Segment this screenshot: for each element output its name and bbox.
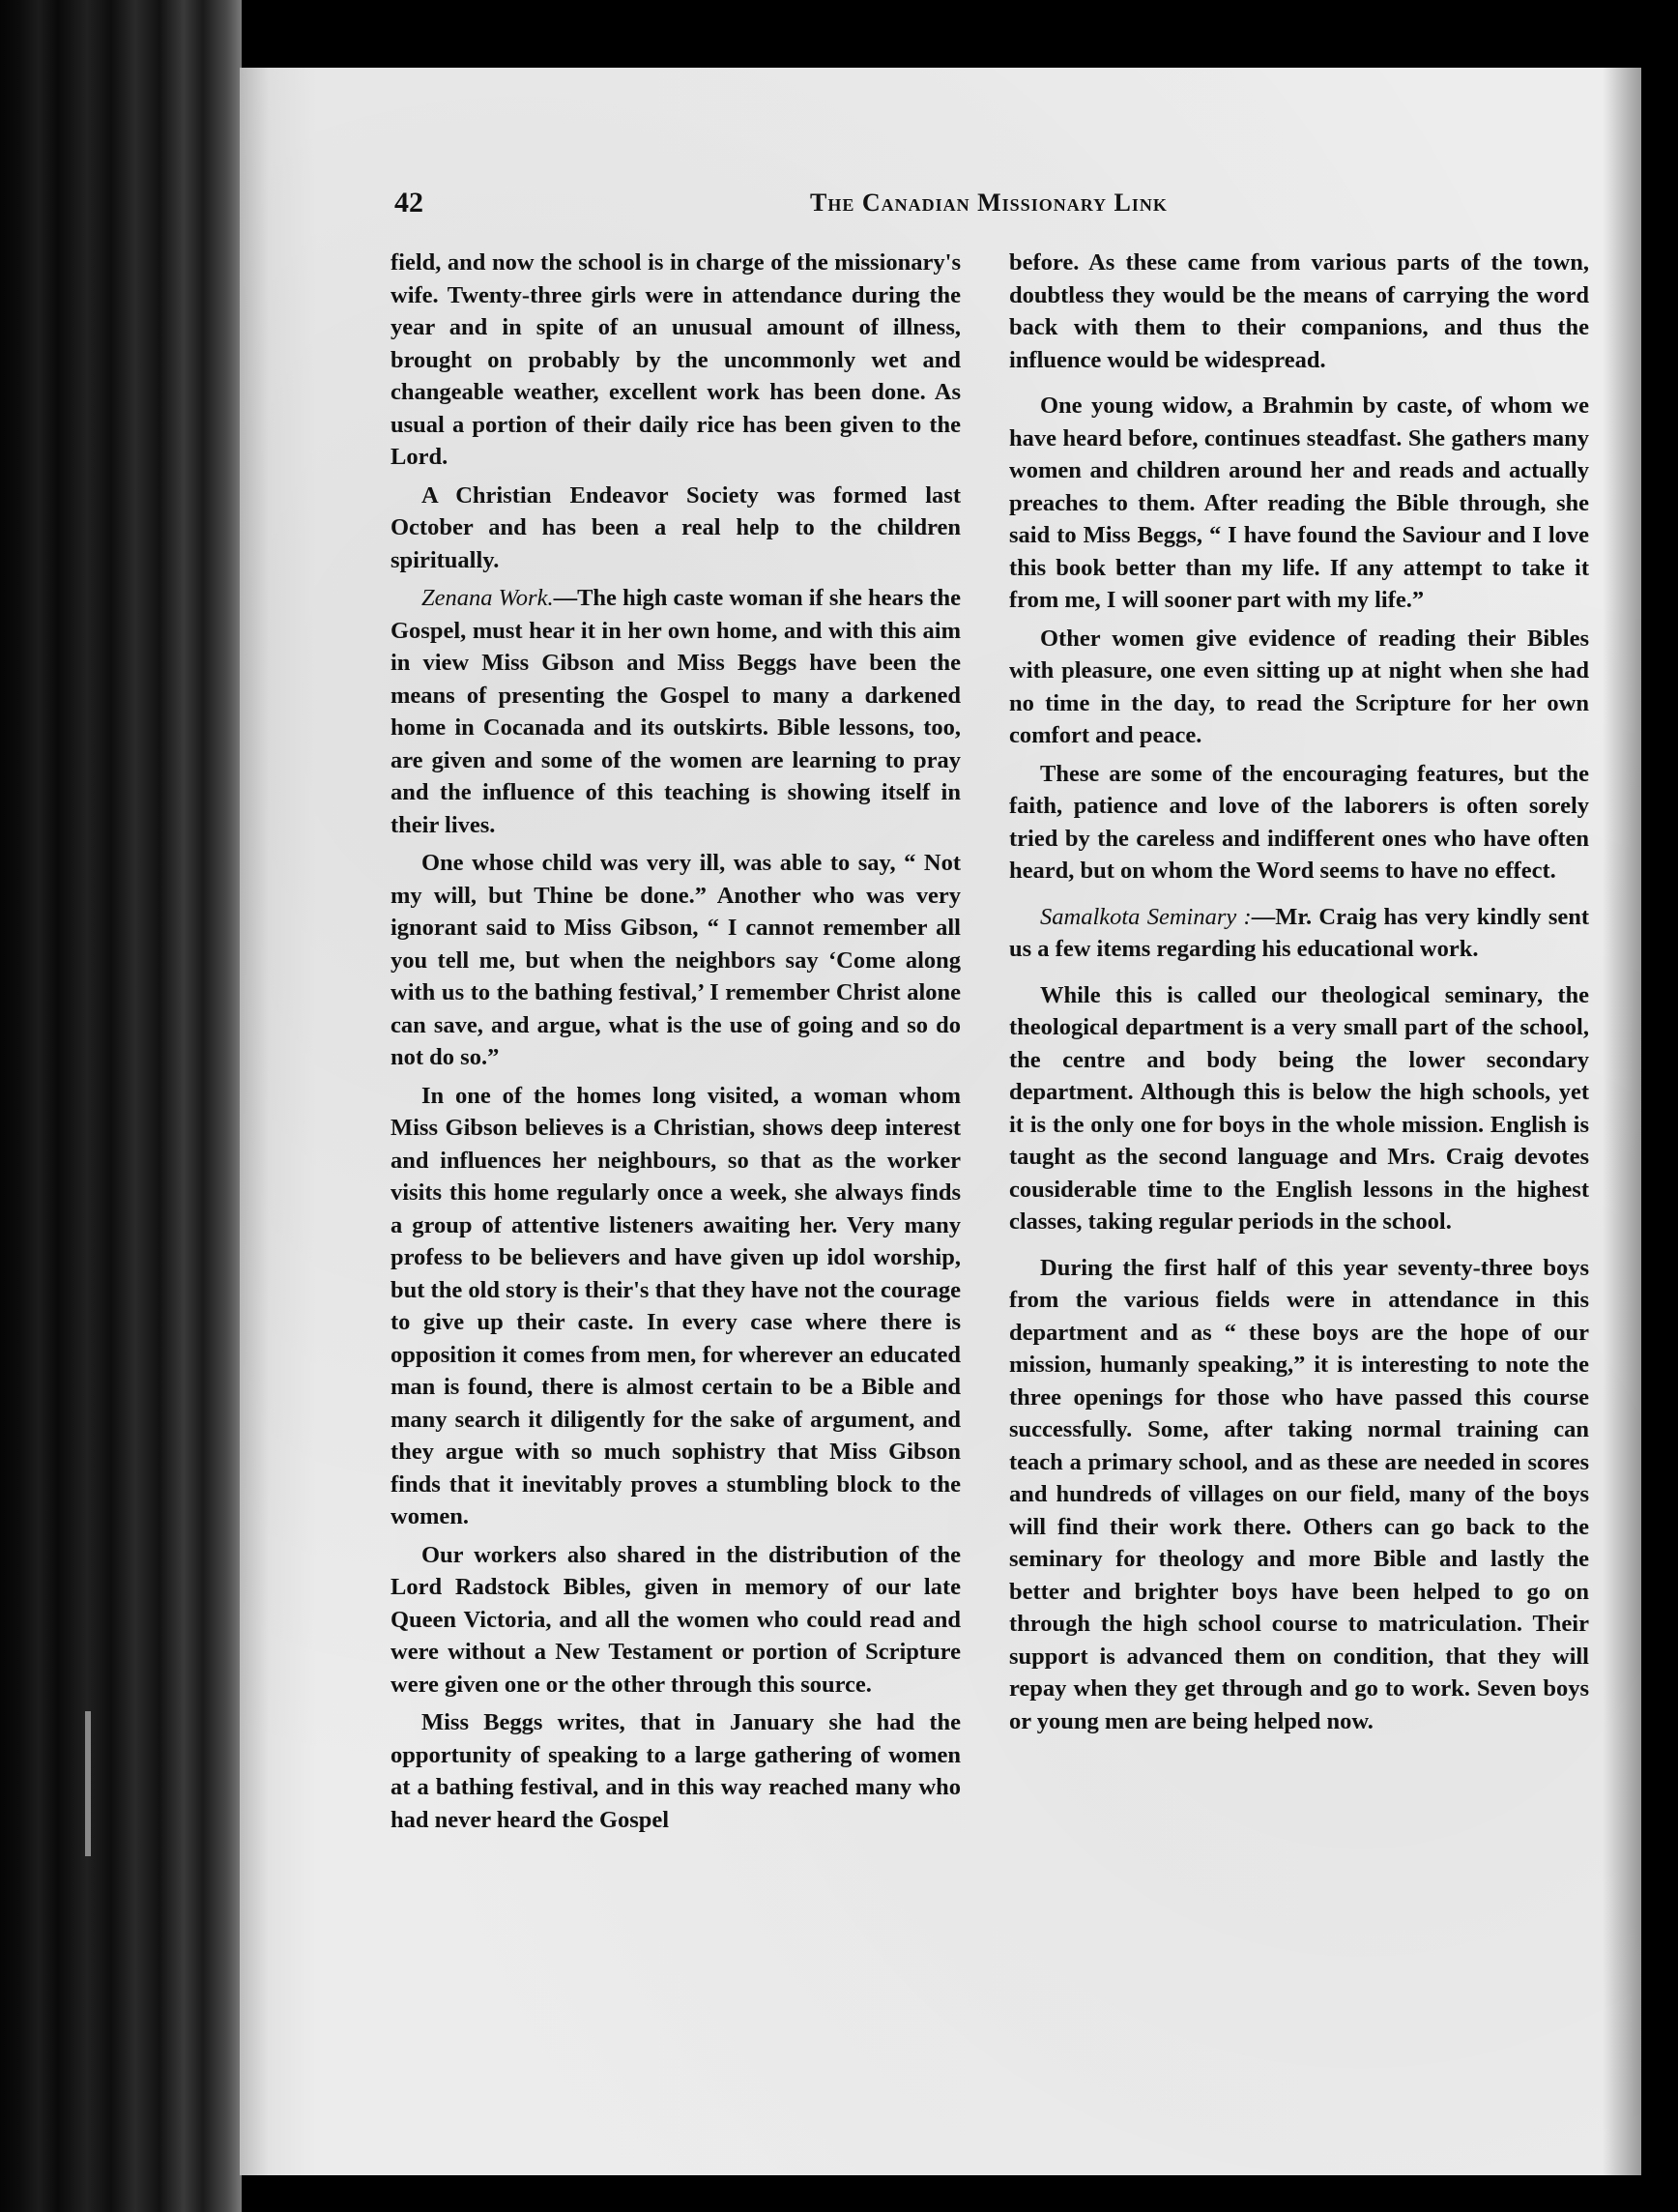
book-spine xyxy=(0,0,242,2212)
paragraph-text: —The high caste woman if she hears the Gospel, must hear it in her own home, and with this aim in view Miss Gibson and Miss Beggs have been the means of presenting the Gospel to many a darkened home in Cocanada and its outskirts. Bible lessons, too, are given and some of the women are learning to pray and the influence of this teaching is showing itself in their lives. xyxy=(391,585,961,838)
spine-mark xyxy=(85,1711,91,1856)
journal-title: The Canadian Missionary Link xyxy=(810,189,1168,217)
paragraph: Miss Beggs writes, that in January she had the opportunity of speaking to a large gathering of women at a bathing festival, and in this way reached many who had never heard the Gospel xyxy=(391,1709,961,1833)
running-head xyxy=(394,187,1477,225)
paragraph: before. As these came from various parts of the town, doubtless they would be the means of carrying the word back with them to their companions, and thus the influence would be widespread. xyxy=(1009,249,1589,373)
paragraph: Our workers also shared in the distribution of the Lord Radstock Bibles, given in memory of our late Queen Victoria, and all the women who could read and were without a New Testament or portion of Scripture were given one or the other through this source. xyxy=(391,1541,961,1698)
page-number: 42 xyxy=(394,187,423,218)
section-lead-in: Samalkota Seminary : xyxy=(1040,903,1252,930)
paragraph: These are some of the encouraging features, but the faith, patience and love of the laborers is often sorely tried by the careless and indifferent ones who have often heard, but on whom the Word seems to have no effect. xyxy=(1009,760,1589,884)
paragraph: During the first half of this year seventy-three boys from the various fields were in attendance in this department and as “ these boys are the hope of our mission, humanly speaking,” it is interesting to note the three openings for those who have passed this course successfully. Some, after taking normal training can teach a primary school, and as these are needed in scores and hundreds of villages on our field, many of the boys will find their work there. Others can go back to the seminary for theology and more Bible and lastly the better and brighter boys have been helped to go on through the high school course to matriculation. Their support is advanced them on condition, that they will repay when they get through and go to work. Seven boys or young men are being helped now. xyxy=(1009,1254,1589,1734)
section-lead-in: Zenana Work. xyxy=(421,585,554,611)
paragraph: Other women give evidence of reading their Bibles with pleasure, one even sitting up at night when she had no time in the day, to read the Scripture for her own comfort and peace. xyxy=(1009,625,1589,748)
paragraph: One whose child was very ill, was able to say, “ Not my will, but Thine be done.” Another who was very ignorant said to Miss Gibson, “ I cannot remember all you tell me, but when the neighbors say ‘Come along with us to the bathing festival,’ I remember Christ alone can save, and argue, what is the use of going and so do not do so.” xyxy=(391,850,961,1070)
paragraph: In one of the homes long visited, a woman whom Miss Gibson believes is a Christian, shows deep interest and influences her neighbours, so that as the worker visits this home regularly once a week, she always finds a group of attentive listeners awaiting her. Very many profess to be believers and have given up idol worship, but the old story is their's that they have not the courage to give up their caste. In every case where there is opposition it comes from men, for wherever an educated man is found, there is almost certain to be a Bible and many search it diligently for the sake of argument, and they argue with so much sophistry that Miss Gibson finds that it inevitably proves a stumbling block to the women. xyxy=(391,1082,962,1529)
left-column xyxy=(391,247,961,1842)
paragraph: A Christian Endeavor Society was formed last October and has been a real help to the children spiritually. xyxy=(391,481,961,573)
paragraph: One young widow, a Brahmin by caste, of whom we have heard before, continues steadfast. She gathers many women and children around her and reads and actually preaches to them. After reading the Bible through, she said to Miss Beggs, “ I have found the Saviour and I love this book better than my life. If any attempt to take it from me, I will sooner part with my life.” xyxy=(1009,393,1589,613)
book-page xyxy=(240,68,1641,2175)
paragraph-samalkota-seminary xyxy=(1009,901,1589,966)
right-column xyxy=(1009,247,1589,1743)
paragraph: field, and now the school is in charge of the missionary's wife. Twenty-three girls were in attendance during the year and in spite of an unusual amount of illness, brought on probably by the uncommonly wet and changeable weather, excellent work has been done. As usual a portion of their daily rice has been given to the Lord. xyxy=(391,249,961,470)
page-edge-shadow xyxy=(1603,68,1641,2175)
paragraph-text: —Mr. Craig has very kindly sent us a few items regarding his educational work. xyxy=(1009,903,1590,962)
paragraph-zenana-work xyxy=(391,582,961,841)
paragraph: While this is called our theological seminary, the theological department is a very small part of the school, the centre and body being the lower secondary department. Although this is below the high schools, yet it is the only one for boys in the whole mission. English is taught as the second language and Mrs. Craig devotes cousiderable time to the English lessons in the highest classes, taking regular periods in the school. xyxy=(1009,981,1589,1235)
